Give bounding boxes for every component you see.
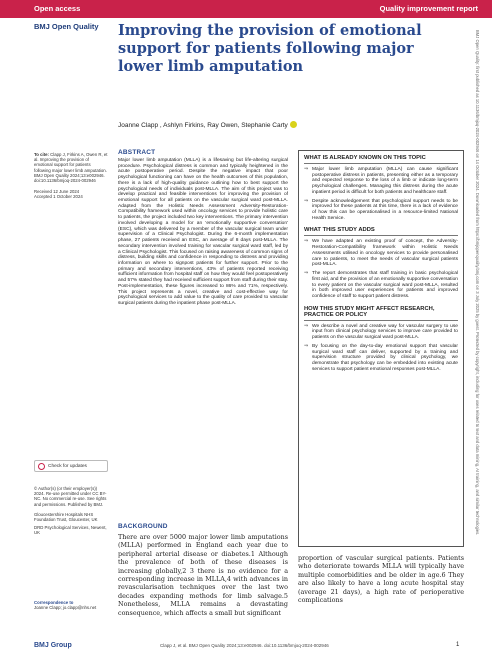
adds-item: ⇒ The report demonstrates that staff training in basic psychological first aid, and the provision of an emotionally supportive conversation to every patient on the vascular surgical ward post-MLLA, resulted in both improved user experiences for patients and improved confidence of staff to support patient distress. (304, 271, 458, 300)
known-section (304, 155, 458, 221)
affiliation-2: DRD Psychological Services, Newent, UK (34, 525, 107, 536)
correspondence-text: Joanne Clapp; jo.clapp@nhs.net (34, 605, 97, 611)
cite-text: Clapp J, Firkins A, Owen R, et al. Improving the provision of emotional support for patients following major lower limb amputation. BMJ Open Quality 2024;13:e002946. doi:10.1136/bmjoq-2024-002946 (34, 152, 108, 184)
known-heading: WHAT IS ALREADY KNOWN ON THIS TOPIC (304, 155, 458, 164)
open-access-label: Open access (34, 4, 81, 13)
page-number: 1 (456, 642, 460, 648)
adds-heading: WHAT THIS STUDY ADDS (304, 227, 458, 236)
check-updates-label: Check for updates (48, 463, 87, 469)
cite-label: To cite: (34, 152, 49, 157)
article-info-column (34, 152, 108, 206)
adds-section (304, 227, 458, 299)
adds-item: ⇒ We have adapted an existing proof of concept, the Adversity-Restoration-Compatibility framework within Holistic Needs Assessments utilised in oncology services to provide personalised care to patients, to meet the needs of vascular surgical patients post-MLLA. (304, 239, 458, 268)
copyright-notice: BMJ Open Quality: first published as 10.1136/bmjoq-2024-002946 on 14 October 2024. Downloaded from https://bmjopenquality.bmj.com on 3 July 2025 by guest. Protected by copyright, including for uses related to text and data mining, AI training, and similar technologies. (475, 30, 480, 536)
license-text: © Author(s) (or their employer(s)) 2024. Re-use permitted under CC BY-NC. No commercial re-use. See rights and permissions. Published by BMJ. (34, 486, 107, 507)
known-item: ⇒ Major lower limb amputation (MLLA) can cause significant postoperative distress in patients, presenting either as a temporary and expected response to the loss of a limb or indicate long-term psychological challenges. Managing this distress during the acute inpatient period is difficult for both patients and healthcare staff. (304, 167, 458, 196)
abstract-heading: ABSTRACT (118, 149, 156, 156)
license-block (34, 486, 108, 536)
affect-heading: HOW THIS STUDY MIGHT AFFECT RESEARCH, PRACTICE OR POLICY (304, 306, 458, 321)
affect-section (304, 306, 458, 373)
article-title: Improving the provision of emotional support for patients following major lower limb amputation (118, 22, 422, 75)
check-for-updates-button[interactable] (34, 460, 108, 472)
update-check-icon (38, 463, 45, 470)
key-messages-box (298, 150, 464, 547)
copyright-sidebar (472, 30, 480, 630)
accepted-date: Accepted 1 October 2024 (34, 194, 83, 200)
orcid-icon[interactable] (290, 121, 297, 128)
background-text-col2: proportion of vascular surgical patients. Patients who deteriorate towards MLLA will typically have multiple comorbidities and be older in age.6 They are also likely to have a long acute hospital stay (average 21 days), a high rate of perioperative complications (298, 554, 464, 605)
header-bar (0, 0, 492, 18)
affiliation-1: Gloucestershire Hospitals NHS Foundation Trust, Gloucester, UK (34, 511, 98, 523)
background-heading: BACKGROUND (118, 523, 168, 530)
received-date: Received 12 June 2024 (34, 189, 80, 195)
article-type-label: Quality improvement report (379, 4, 478, 13)
affect-item: ⇒ We describe a novel and creative way for vascular surgery to use input from clinical psychology services to improve care provided to patients on the vascular surgical ward post-MLLA. (304, 324, 458, 341)
author-list (118, 121, 297, 129)
bmj-group-logo: BMJ Group (34, 642, 72, 649)
citation-block (34, 152, 108, 183)
journal-name: BMJ Open Quality (34, 22, 99, 31)
footer-citation: Clapp J, et al. BMJ Open Quality 2024;13:e002946. doi:10.1136/bmjoq-2024-002946 (160, 643, 329, 648)
authors-text: Joanne Clapp , Ashlyn Firkins, Ray Owen, Stephanie Carty (118, 122, 288, 129)
abstract-text: Major lower limb amputation (MLLA) is a lifesaving but life-altering surgical procedure. Psychological distress is common and typically heightened in the acute postoperative period. Despite the negative impact that poor psychological functioning can have on the health outcomes of this population, there is a lack of high-quality guidance outlining how to best support the psychological needs of individuals post-MLLA. The aim of this project was to develop practical and feasible interventions for improving the provision of emotional support for all patients on the vascular surgical ward post-MLLA. Adapted from the Holistic Needs Assessment Adversity-Restoration-Compatibility framework used within oncology services to provide holistic care to patients, the project included two key interventions. The primary intervention involved developing a model for an 'emotionally supportive conversation' (ESC), which was delivered by a member of the vascular surgical team under supervision of a Clinical Psychologist. During the 6-month implementation phase, 27 patients received an ESC, an average of 8 days post-MLLA. The secondary intervention involved training for vascular surgical ward staff, led by a Clinical Psychologist. This focused on raising awareness of common signs of distress, building skills and confidence in responding to distress and providing information on where to signpost patients for further support. Prior to the primary and secondary interventions, 43% of patients reported receiving sufficient information from hospital staff on how they would feel postoperatively and 57% stated they had received sufficient support from staff during their stay. Post-implementation, these figures increased to 86% and 71%, respectively. This project represents a novel, creative and cost-effective way for psychological services to add value to the quality of care provided to vascular surgical patients during the inpatient phase post-MLLA. (118, 158, 288, 306)
known-item: ⇒ Despite acknowledgement that psychological support needs to be improved for these patients at this time, there is a lack of evidence of how this can be operationalised in a resource-limited National Health Service. (304, 199, 458, 222)
affect-item: ⇒ By focusing on the day-to-day emotional support that vascular surgical ward staff can deliver, supported by a training and supervision structure provided by clinical psychology, we demonstrate that psychology can be embedded into existing acute services to support patient emotional responses post-MLLA. (304, 344, 458, 373)
page-footer (0, 636, 492, 655)
correspondence-block (34, 600, 108, 610)
background-text-col1: There are over 5000 major lower limb amputations (MLLA) performed in England each year due to peripheral arterial disease or diabetes.1 Although the prevalence of both of these diseases is increasing globally,2 3 there is no evidence for a corresponding increase in MLLA,4 with advances in revascularisation techniques over the last two decades expanding methods for limb salvage.5 Nonetheless, MLLA remains a devastating consequence, which affects a small but significant (118, 533, 288, 617)
correspondence-label: Correspondence to (34, 600, 74, 605)
